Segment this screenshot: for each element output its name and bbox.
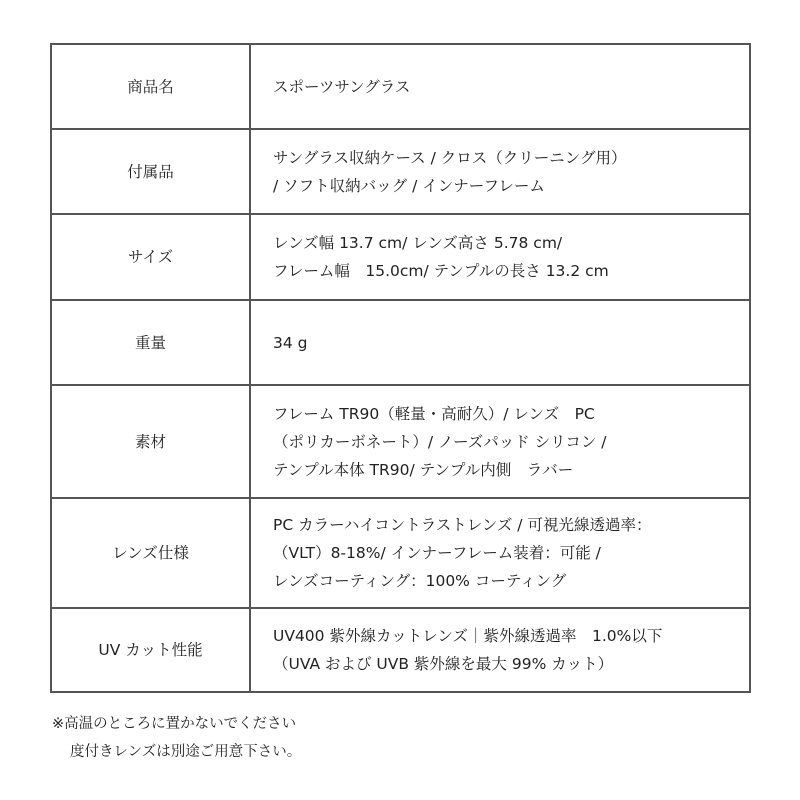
value-line: PC カラーハイコントラストレンズ / 可視光線透過率： (273, 516, 652, 534)
value-line: テンプル本体 TR90/ テンプル内側 ラバー (273, 460, 574, 479)
notes (52, 710, 301, 766)
value-line: 34 g (273, 333, 308, 352)
row-label: 付属品 (51, 129, 250, 214)
row-label: 素材 (51, 385, 250, 498)
spec-table (50, 43, 751, 693)
table-row (51, 385, 750, 498)
row-label: レンズ仕様 (51, 498, 250, 608)
value-line: （UVA および UVB 紫外線を最大 99% カット） (273, 655, 614, 673)
value-line: （ポリカーボネート）/ ノーズパッド シリコン / (273, 432, 607, 451)
note-line: 度付きレンズは別途ご用意下さい。 (70, 744, 302, 760)
value-line: UV400 紫外線カットレンズ｜紫外線透過率 1.0%以下 (273, 627, 663, 645)
value-line: レンズコーティング：100% コーティング (273, 572, 567, 590)
table-row (51, 129, 750, 214)
value-line: レンズ幅 13.7 cm/ レンズ高さ 5.78 cm/ (273, 234, 563, 252)
row-value (250, 300, 750, 385)
row-label: UV カット性能 (51, 608, 250, 692)
table-row (51, 44, 750, 129)
row-value (250, 385, 750, 498)
row-value (250, 608, 750, 692)
row-label: サイズ (51, 214, 250, 300)
value-line: フレーム TR90（軽量・高耐久）/ レンズ PC (273, 404, 595, 423)
row-label: 商品名 (51, 44, 250, 129)
value-line: サングラス収納ケース / クロス（クリーニング用） (273, 148, 627, 167)
row-value (250, 214, 750, 300)
table-row (51, 498, 750, 608)
row-value (250, 44, 750, 129)
row-value (250, 498, 750, 608)
value-line: （VLT）8-18%/ インナーフレーム装着：可能 / (273, 544, 601, 562)
row-label: 重量 (51, 300, 250, 385)
table-row (51, 214, 750, 300)
row-value (250, 129, 750, 214)
table-row (51, 300, 750, 385)
table-row (51, 608, 750, 692)
value-line: スポーツサングラス (273, 77, 411, 96)
value-line: フレーム幅 15.0cm/ テンプルの長さ 13.2 cm (273, 262, 609, 280)
note-line: ※高温のところに置かないでください (52, 716, 297, 732)
value-line: / ソフト収納バッグ / インナーフレーム (273, 176, 545, 195)
